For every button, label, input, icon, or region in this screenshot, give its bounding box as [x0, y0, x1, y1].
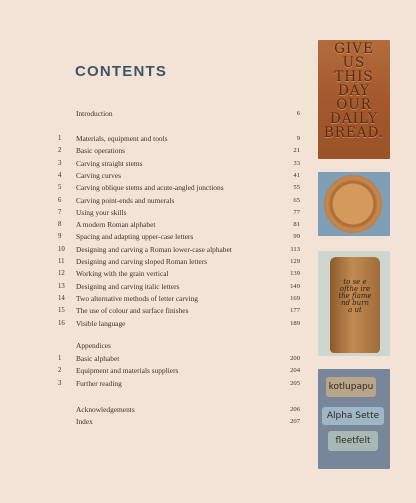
toc-entry-chapter	[0, 182, 300, 193]
toc-entry-chapter	[0, 231, 300, 242]
sign-1: kotlupapu	[326, 377, 376, 397]
toc-entry-chapter	[0, 195, 300, 206]
entry-page-number: 65	[293, 196, 300, 204]
entry-page-number: 55	[293, 184, 300, 192]
entry-title: Carving curves	[76, 170, 121, 180]
entry-title: Carving oblique stems and acute-angled junctions	[76, 183, 224, 193]
sign-3: fleetfelt	[328, 431, 378, 451]
toc-entry-chapter	[0, 207, 300, 218]
entry-title: Two alternative methods of letter carving	[76, 293, 198, 303]
entry-number: 7	[58, 208, 62, 216]
entry-title: Working with the grain vertical	[76, 269, 169, 279]
plate-rim	[324, 175, 382, 233]
entry-page-number: 207	[290, 418, 300, 426]
entry-page-number: 77	[293, 208, 300, 216]
entry-title: Acknowledgements	[76, 405, 135, 414]
vessel-lettering: to se e ofthe ire the flame nd burn a ut	[338, 278, 372, 314]
toc-entry-chapter	[0, 244, 300, 255]
entry-title: Visible language	[76, 318, 126, 328]
entry-title: Designing and carving sloped Roman letters	[76, 257, 208, 266]
entry-title: Basic alphabet	[76, 354, 120, 363]
entry-number: 5	[58, 184, 62, 192]
entry-number: 8	[58, 221, 62, 229]
entry-title: Spacing and adapting upper-case letters	[76, 232, 194, 242]
toc-entry-introduction	[0, 108, 300, 119]
entry-title: Designing and carving italic letters	[76, 281, 180, 291]
entry-title: Materials, equipment and tools	[76, 134, 168, 143]
toc-entry-chapter	[0, 145, 300, 156]
entry-title: A modern Roman alphabet	[76, 220, 156, 230]
entry-number: 1	[58, 355, 62, 362]
entry-page-number: 189	[290, 319, 300, 327]
entry-page-number: 81	[293, 221, 300, 229]
entry-number: 14	[58, 294, 65, 302]
entry-page-number: 169	[290, 294, 300, 302]
appendices-heading	[0, 340, 300, 351]
entry-number: 1	[58, 135, 62, 142]
toc-entry-chapter	[0, 158, 300, 169]
toc-entry-chapter	[0, 305, 300, 316]
entry-page-number: 149	[290, 282, 300, 290]
toc-entry-chapter	[0, 133, 300, 144]
entry-page-number: 204	[290, 367, 300, 375]
entry-number: 10	[58, 245, 65, 253]
toc-entry-back-matter	[0, 404, 300, 415]
entry-number: 4	[58, 171, 62, 179]
entry-title: Using your skills	[76, 207, 127, 217]
carved-plate-image	[318, 172, 390, 236]
toc-entry-chapter	[0, 256, 300, 267]
entry-page-number: 9	[296, 135, 300, 142]
entry-title: Introduction	[76, 109, 113, 118]
entry-title: The use of colour and surface finishes	[76, 306, 189, 316]
entry-number: 3	[58, 379, 62, 387]
entry-page-number: 129	[290, 258, 300, 265]
entry-page-number: 200	[290, 355, 300, 362]
entry-page-number: 6	[296, 110, 300, 117]
entry-title: Carving point-ends and numerals	[76, 195, 175, 205]
entry-page-number: 33	[293, 159, 300, 167]
plaque-lettering: GIVE US THIS DAY OUR DAILY BREAD.	[323, 41, 385, 141]
entry-number: 16	[58, 319, 65, 327]
entry-page-number: 139	[290, 270, 300, 278]
toc-entry-chapter	[0, 281, 300, 292]
entry-number: 12	[58, 270, 65, 278]
toc-entry-appendix	[0, 378, 300, 389]
carved-vessel-image	[318, 251, 390, 356]
toc-entry-back-matter	[0, 416, 300, 427]
carved-signs-image	[318, 369, 390, 469]
entry-number: 15	[58, 307, 65, 315]
entry-number: 3	[58, 159, 62, 167]
page-title: CONTENTS	[75, 63, 168, 80]
entry-page-number: 206	[290, 406, 300, 413]
appendices-heading-text: Appendices	[76, 341, 111, 350]
entry-title: Carving straight stems	[76, 158, 143, 168]
toc-entry-chapter	[0, 318, 300, 329]
entry-page-number: 205	[290, 379, 300, 387]
toc-entry-chapter	[0, 268, 300, 279]
toc-entry-chapter	[0, 219, 300, 230]
entry-number: 11	[58, 258, 65, 265]
entry-page-number: 99	[293, 233, 300, 241]
entry-number: 2	[58, 367, 62, 375]
toc-entry-appendix	[0, 365, 300, 376]
entry-number: 2	[58, 147, 62, 155]
toc-entry-chapter	[0, 293, 300, 304]
entry-title: Further reading	[76, 378, 122, 388]
entry-page-number: 41	[293, 171, 300, 179]
entry-title: Basic operations	[76, 146, 126, 156]
entry-page-number: 177	[290, 307, 300, 315]
entry-number: 13	[58, 282, 65, 290]
entry-title: Index	[76, 417, 93, 427]
entry-title: Designing and carving a Roman lower-case alphabet	[76, 244, 232, 254]
entry-title: Equipment and materials suppliers	[76, 366, 179, 376]
toc-entry-chapter	[0, 170, 300, 181]
sign-2: Alpha Sette	[322, 407, 384, 425]
entry-number: 9	[58, 233, 62, 241]
carved-plaque-image	[318, 40, 390, 159]
toc-entry-appendix	[0, 353, 300, 364]
entry-page-number: 113	[290, 245, 300, 253]
entry-number: 6	[58, 196, 62, 204]
entry-page-number: 21	[293, 147, 300, 155]
